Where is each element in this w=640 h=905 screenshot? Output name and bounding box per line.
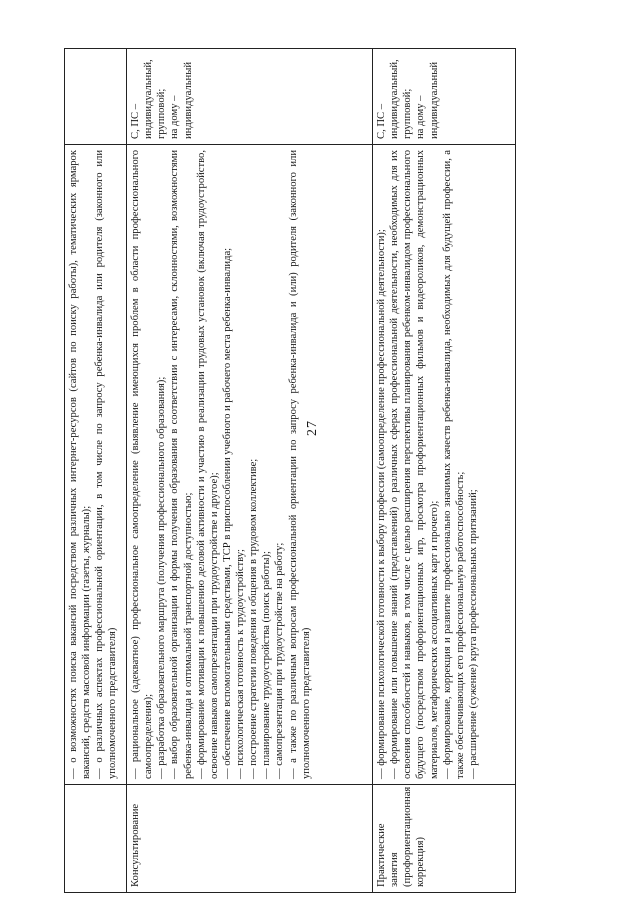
list-item: — а также по различным вопросам профессиональной ориентации по запросу ребенка-инвалида и (или) родителя (законного или уполномоченного представителя) bbox=[287, 150, 312, 779]
table-row bbox=[65, 49, 127, 893]
list-item: — о различных аспектах профессиональной ориентации, в том числе по запросу ребенка-инвалида или родителя (законного или уполномоченного представителя) bbox=[94, 150, 119, 779]
format-line: С, ПС – bbox=[376, 103, 387, 139]
format-line: индивидуальный bbox=[182, 62, 194, 139]
list-item: — о возможностях поиска вакансий посредством различных интернет-ресурсов (сайтов по поиску работы), тематических ярмарок вакансий, средств массовой информации (газеты, журналы); bbox=[68, 150, 93, 779]
list-item: — формирование психологической готовности к выбору профессии (самоопределение профессиональной деятельности); bbox=[376, 229, 387, 779]
list-item: — построение стратегии поведения и общения в трудовом коллективе; bbox=[248, 458, 260, 779]
list-item: — психологическая готовность к трудоустройству; bbox=[235, 549, 246, 779]
list-item: — разработка образовательного маршрута (получения профессионального образования); bbox=[156, 376, 168, 779]
list-item: — рациональное (адекватное) профессиональное самоопределение (выявление имеющихся проблем в области профессионального самоопределения); bbox=[130, 150, 155, 779]
format-line: индивидуальный bbox=[428, 62, 440, 139]
format-cell bbox=[373, 49, 516, 145]
list-item: — формирование или повышение знаний (представлений) о различных сферах профессиональной деятельности, необходимых для их освоения способностей и навыков, в том числе с целью расширения перспективы планирования ребенком-инвалидом профессионального будущего (посредством профориентационных игр, просмотра профориентационных фильмов и видеороликов, демонстрационных материалов, метафорических ассоциативных карт и прочего); bbox=[389, 150, 440, 779]
format-cell bbox=[65, 49, 127, 145]
rotated-page-content bbox=[64, 48, 516, 893]
section-cell: Практические занятия (профориентационная коррекция) bbox=[373, 785, 516, 893]
format-line: групповой; bbox=[402, 88, 414, 139]
table-row bbox=[127, 49, 373, 893]
page-number: 27 bbox=[305, 420, 320, 436]
format-cell bbox=[127, 49, 373, 145]
list-item: — выбор образовательной организации и формы получения образования в соответствии с интересами, склонностями, возможностями ребенка-инвалида и оптимальной транспортной доступностью; bbox=[169, 150, 194, 779]
section-cell: Консультирование bbox=[127, 785, 373, 893]
table-row bbox=[373, 49, 516, 893]
format-line: индивидуальный, bbox=[143, 59, 155, 139]
list-item: — планирование трудоустройства (поиск работы); bbox=[261, 551, 273, 779]
items-cell bbox=[127, 145, 373, 785]
list-item: — обеспечение вспомогательными средствами, ТСР в приспособлении учебного и рабочего места ребенка-инвалида; bbox=[221, 247, 233, 779]
format-line: на дому – bbox=[415, 95, 427, 139]
list-item: — самопрезентация при трудоустройстве на работу; bbox=[274, 542, 286, 779]
list-item: — формирование мотивации к повышению деловой активности и участию в реализации трудовых установок (включая трудоустройство, освоение навыков самопрезентации при трудоустройстве и другое); bbox=[195, 150, 220, 779]
format-line: С, ПС – bbox=[130, 103, 141, 139]
list-item: — формирование, коррекция и развитие профессионально значимых качеств ребенка-инвалида, необходимых для будущей профессии, а также обеспечивающих его профессиональную работоспособность; bbox=[441, 150, 466, 779]
items-cell bbox=[373, 145, 516, 785]
list-item: — расширение (сужение) круга профессиональных притязаний; bbox=[467, 489, 479, 779]
items-cell bbox=[65, 145, 127, 785]
format-line: на дому – bbox=[169, 95, 181, 139]
services-table bbox=[64, 48, 516, 893]
format-line: групповой; bbox=[156, 88, 168, 139]
section-cell bbox=[65, 785, 127, 893]
format-line: индивидуальный, bbox=[389, 59, 401, 139]
